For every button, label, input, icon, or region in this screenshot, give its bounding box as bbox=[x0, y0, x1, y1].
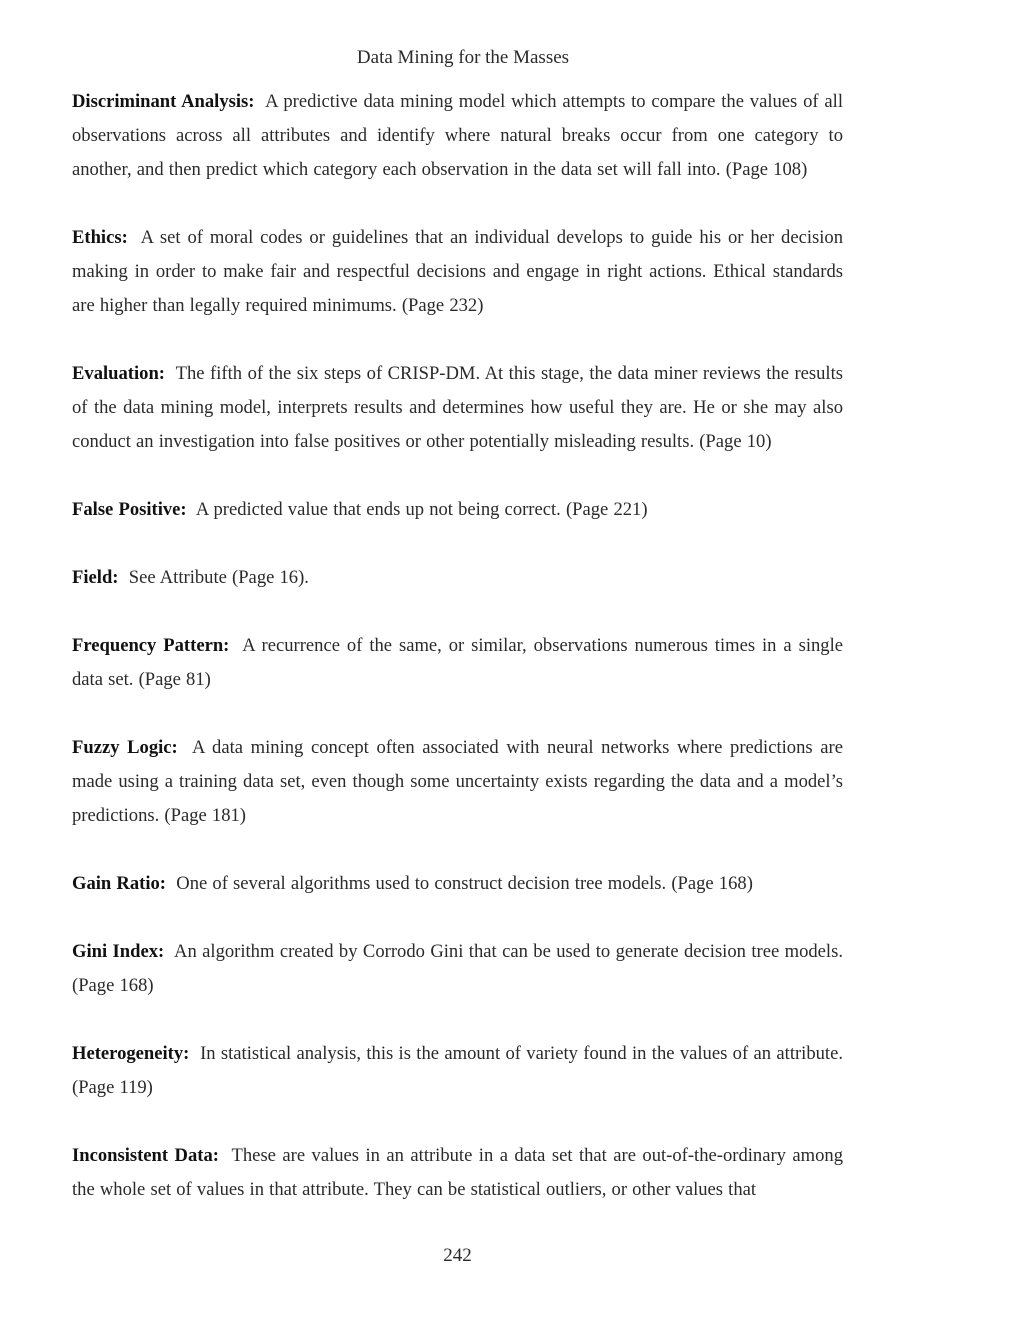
glossary-definition: A predicted value that ends up not being correct. (Page 221) bbox=[195, 499, 648, 520]
glossary-entry-ethics bbox=[72, 221, 843, 323]
glossary-entry-gini-index bbox=[72, 935, 843, 1003]
glossary-entry-discriminant-analysis bbox=[72, 85, 843, 187]
glossary-definition: One of several algorithms used to construct decision tree models. (Page 168) bbox=[176, 873, 753, 894]
glossary-definition: A predictive data mining model which attempts to compare the values of all observations across all attributes and identify where natural breaks occur from one category to another, and then predict which category each observation in the data set will fall into. (Page 108) bbox=[72, 91, 843, 180]
glossary-term: False Positive: bbox=[72, 499, 187, 520]
glossary-definition: See Attribute (Page 16). bbox=[128, 567, 309, 588]
glossary-entry-frequency-pattern bbox=[72, 629, 843, 697]
glossary-term: Gain Ratio: bbox=[72, 873, 166, 894]
glossary-term: Frequency Pattern: bbox=[72, 635, 230, 656]
glossary-definition: An algorithm created by Corrodo Gini that can be used to generate decision tree models. (Page 168) bbox=[72, 941, 843, 996]
glossary-definition: A recurrence of the same, or similar, observations numerous times in a single data set. (Page 81) bbox=[72, 635, 844, 690]
glossary-term: Ethics: bbox=[72, 227, 128, 248]
glossary-definition: A set of moral codes or guidelines that an individual develops to guide his or her decision making in order to make fair and respectful decisions and engage in right actions. Ethical standards are higher than legally required minimums. (Page 232) bbox=[72, 227, 843, 316]
glossary-entry-gain-ratio bbox=[72, 867, 843, 901]
page-number: 242 bbox=[443, 1245, 472, 1266]
glossary-definition: In statistical analysis, this is the amount of variety found in the values of an attribute. (Page 119) bbox=[72, 1043, 844, 1098]
glossary-entry-heterogeneity bbox=[72, 1037, 843, 1105]
running-header: Data Mining for the Masses bbox=[356, 47, 570, 68]
glossary-term: Evaluation: bbox=[72, 363, 165, 384]
glossary-term: Gini Index: bbox=[72, 941, 165, 962]
glossary-term: Inconsistent Data: bbox=[72, 1145, 219, 1166]
glossary-definition: These are values in an attribute in a data set that are out-of-the-ordinary among the whole set of values in that attribute. They can be statistical outliers, or other values that bbox=[72, 1145, 844, 1200]
glossary-term: Fuzzy Logic: bbox=[72, 737, 178, 758]
glossary-entry-inconsistent-data bbox=[72, 1139, 843, 1207]
glossary-term: Discriminant Analysis: bbox=[72, 91, 255, 112]
glossary-entry-evaluation bbox=[72, 357, 843, 459]
glossary-definition: The fifth of the six steps of CRISP-DM. At this stage, the data miner reviews the results of the data mining model, interprets results and determines how useful they are. He or she may also conduct an investigation into false positives or other potentially misleading results. (Page 10) bbox=[72, 363, 843, 452]
glossary bbox=[72, 85, 843, 1241]
glossary-definition: A data mining concept often associated with neural networks where predictions are made using a training data set, even though some uncertainty exists regarding the data and a model’s predictions. (Page 181) bbox=[72, 737, 843, 826]
glossary-term: Field: bbox=[72, 567, 119, 588]
glossary-entry-fuzzy-logic bbox=[72, 731, 843, 833]
glossary-entry-false-positive bbox=[72, 493, 843, 527]
glossary-entry-field bbox=[72, 561, 843, 595]
glossary-term: Heterogeneity: bbox=[72, 1043, 190, 1064]
